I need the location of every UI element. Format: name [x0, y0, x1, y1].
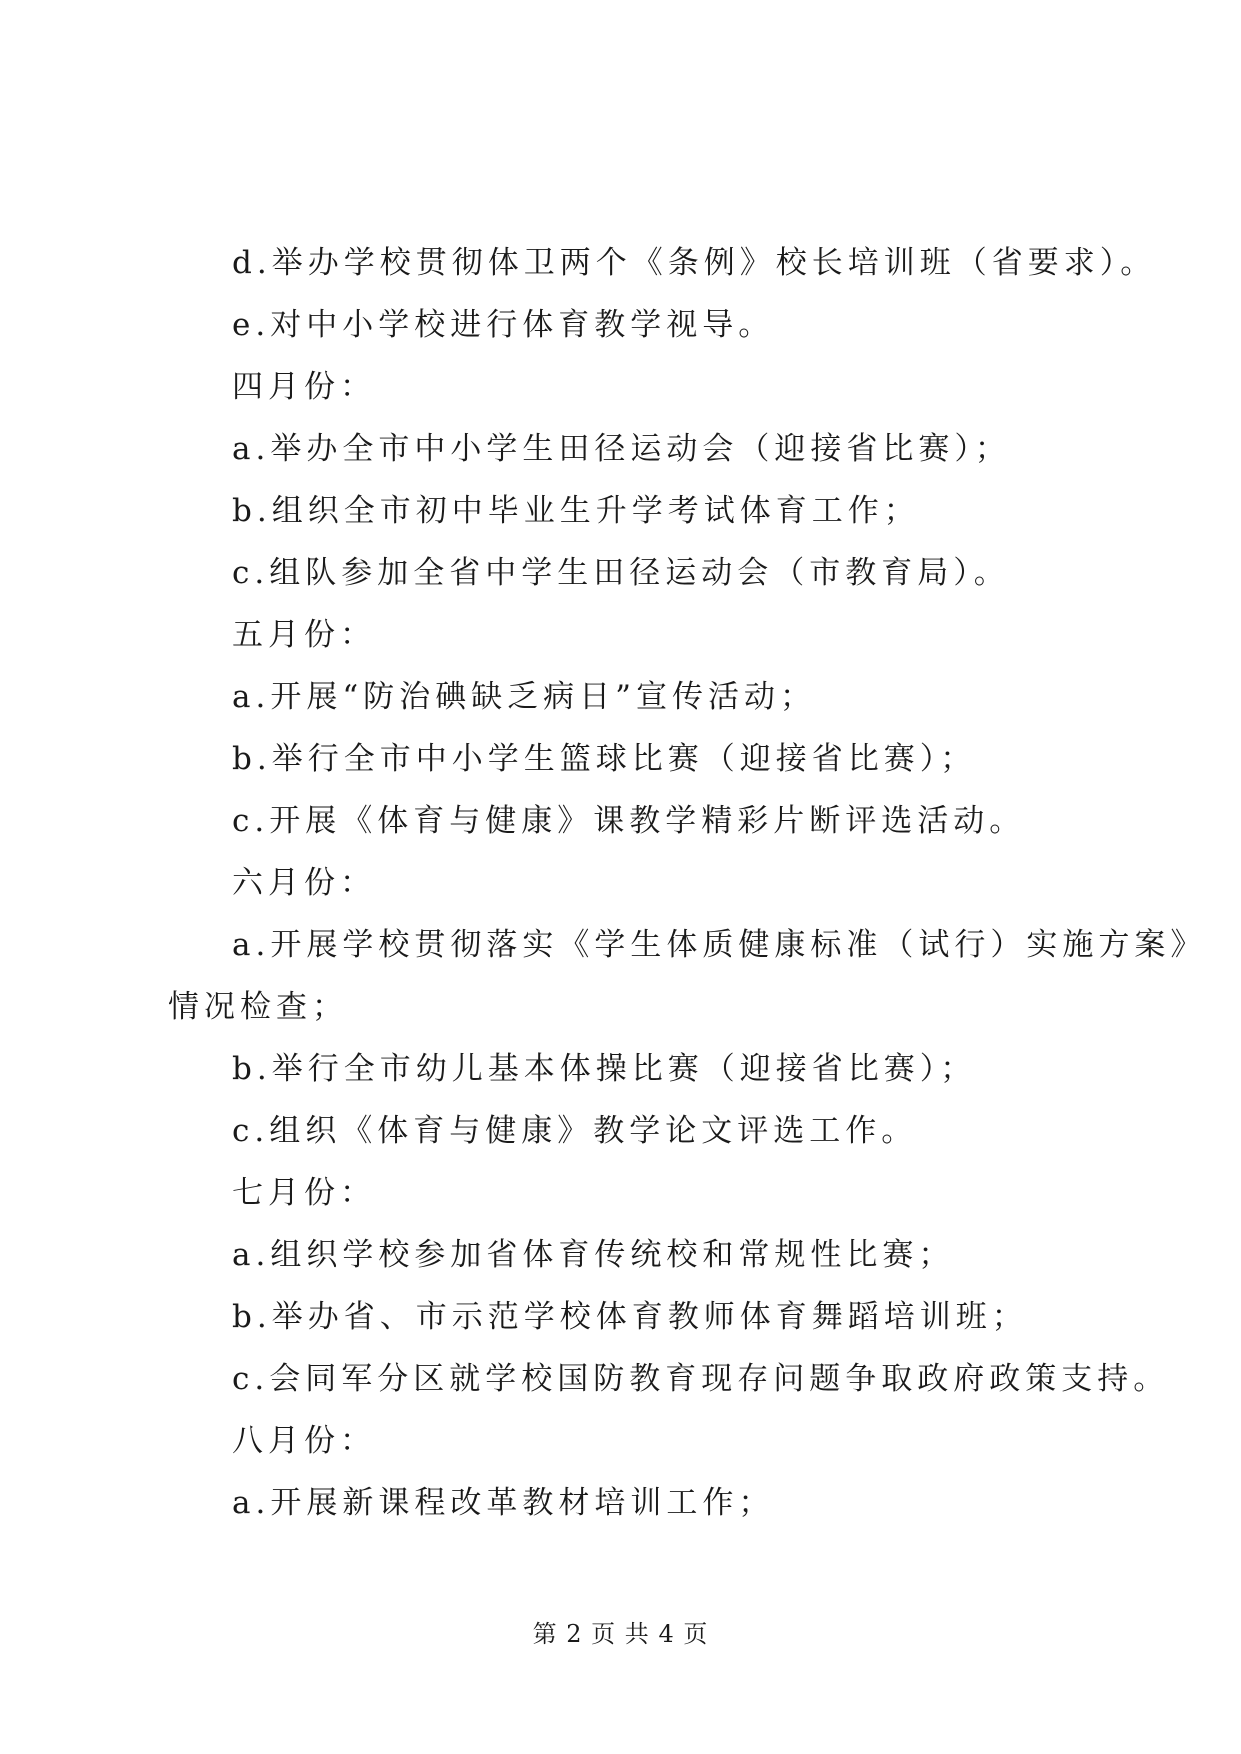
document-body: [168, 232, 1207, 1534]
text-line: c.开展《体育与健康》课教学精彩片断评选活动。: [232, 803, 1026, 839]
section-heading-july: 七月份：: [232, 1175, 376, 1211]
text-line: e.对中小学校进行体育教学视导。: [232, 307, 775, 343]
text-line: a.开展“防治碘缺乏病日”宣传活动；: [232, 679, 817, 715]
text-line: c.会同军分区就学校国防教育现存问题争取政府政策支持。: [232, 1361, 1170, 1397]
text-line: c.组织《体育与健康》教学论文评选工作。: [232, 1113, 918, 1149]
text-line: b.组织全市初中毕业生升学考试体育工作；: [232, 493, 920, 529]
section-heading-june: 六月份：: [232, 865, 376, 901]
text-line: b.举办省、市示范学校体育教师体育舞蹈培训班；: [232, 1299, 1028, 1335]
text-line-continuation: 情况检查；: [168, 989, 348, 1025]
text-line: a.举办全市中小学生田径运动会（迎接省比赛）；: [232, 431, 1011, 467]
text-line: b.举行全市中小学生篮球比赛（迎接省比赛）；: [232, 741, 977, 777]
text-line: c.组队参加全省中学生田径运动会（市教育局）。: [232, 555, 1010, 591]
page-number-footer: 第 2 页 共 4 页: [532, 1620, 709, 1648]
section-heading-april: 四月份：: [232, 369, 376, 405]
section-heading-may: 五月份：: [232, 617, 376, 653]
text-line: d.举办学校贯彻体卫两个《条例》校长培训班（省要求）。: [232, 245, 1157, 281]
text-line: a.开展新课程改革教材培训工作；: [232, 1485, 775, 1521]
text-line: b.举行全市幼儿基本体操比赛（迎接省比赛）；: [232, 1051, 977, 1087]
section-heading-august: 八月份：: [232, 1423, 376, 1459]
text-line: a.开展学校贯彻落实《学生体质健康标准（试行）实施方案》: [232, 927, 1207, 963]
text-line: a.组织学校参加省体育传统校和常规性比赛；: [232, 1237, 955, 1273]
